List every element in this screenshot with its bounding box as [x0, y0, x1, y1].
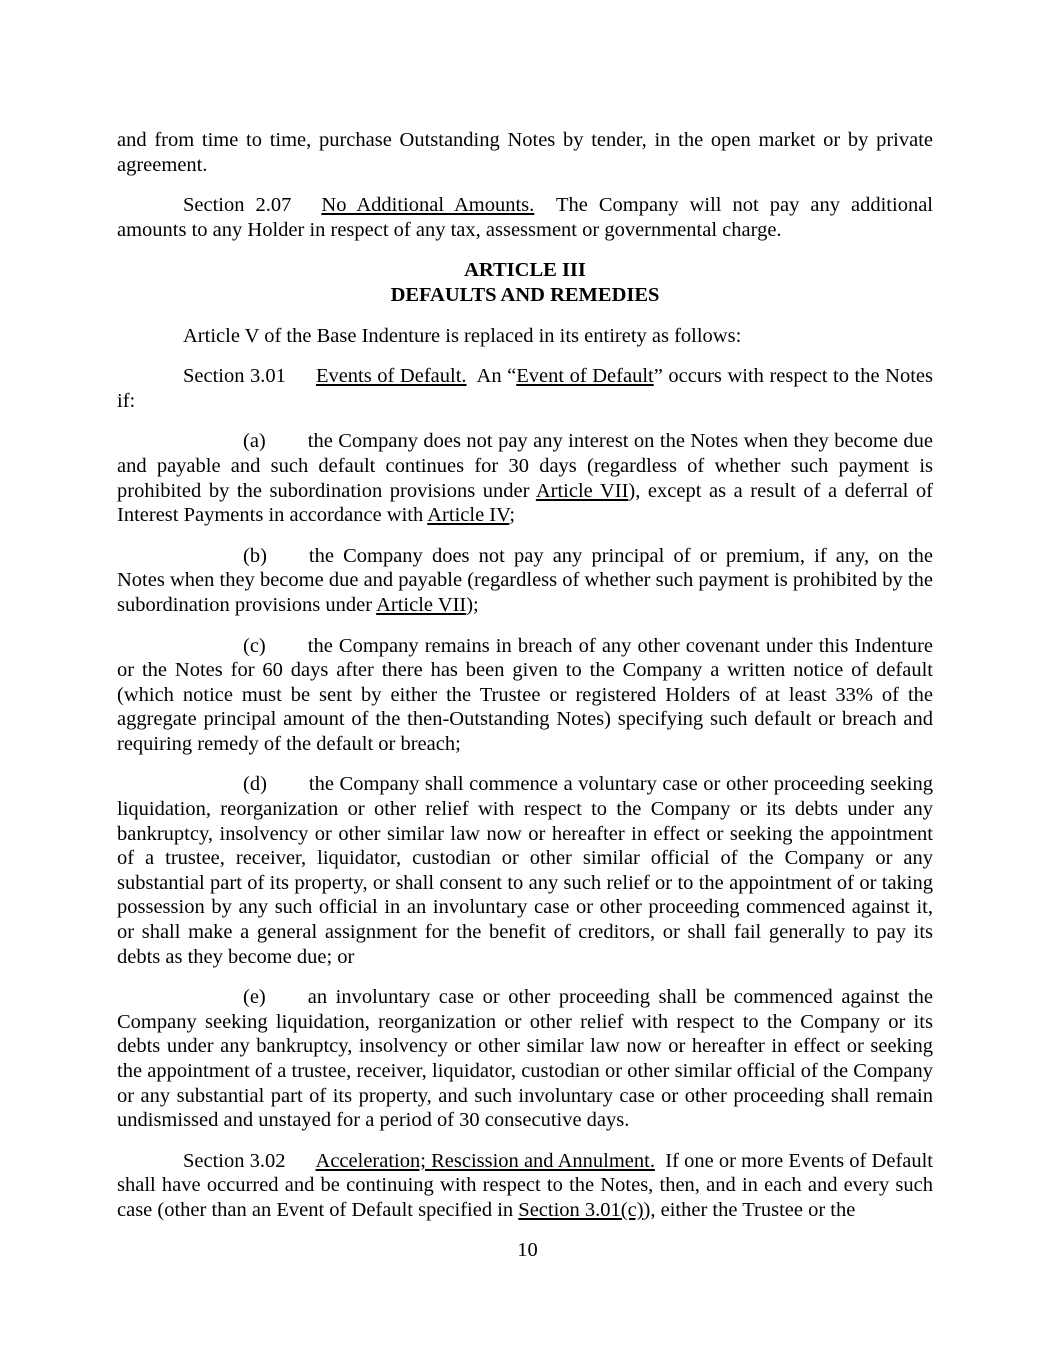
underlined-run: Event of Default — [516, 365, 654, 388]
paragraph-1 — [117, 193, 933, 242]
paragraph-3 — [117, 324, 933, 349]
text-run: the Company does not pay any principal of or premium, if any, on the Notes when they become due and payable (regardless of whether such payment is prohibited by the subordination provisions under — [117, 544, 933, 616]
tab-spacer — [266, 651, 308, 652]
text-run: and from time to time, purchase Outstanding Notes by tender, in the open market or by private agreement. — [117, 129, 933, 176]
paragraph-0 — [117, 128, 933, 177]
article-heading-line: DEFAULTS AND REMEDIES — [390, 283, 660, 306]
text-run: (d) — [243, 773, 267, 796]
text-run: ; — [509, 504, 516, 527]
article-heading — [117, 258, 933, 307]
underlined-run: Article IV — [427, 504, 510, 527]
tab-spacer — [267, 789, 309, 790]
text-run: Article V of the Base Indenture is replaced in its entirety as follows: — [183, 324, 742, 347]
text-run: Section 2.07 — [183, 194, 292, 217]
tab-spacer — [266, 446, 308, 447]
text-run: (e) — [243, 986, 266, 1009]
tab-spacer — [267, 561, 309, 562]
text-run: ” occurs with respect to the Notes if: — [117, 365, 933, 412]
underlined-run: Article VII — [376, 593, 467, 616]
page-number: 10 — [517, 1239, 538, 1261]
text-run: ), except as a result of a deferral of Interest Payments in accordance with — [117, 479, 934, 527]
text-run: the Company shall commence a voluntary case or other proceeding seeking liquidation, reorganization or other relief with respect to the Company or its debts under any bankruptcy, insolvency or other similar law now or hereafter in effect or seeking the appointment of a trustee, receiver, liquidator, custodian or other similar official of the Company or any substantial part of its property, or shall consent to any such relief or to the appointment of or taking possession by any such official in an involuntary case or other proceeding commenced against it, or shall make a general assignment for the benefit of creditors, or shall fail generally to pay its debts as they become due; or — [117, 773, 933, 968]
document-content — [117, 128, 933, 1239]
text-run: an involuntary case or other proceeding shall be commenced against the Company seeking liquidation, reorganization or other relief with respect to the Company or its debts under any bankruptcy, insolvency or other similar law now or hereafter in effect or seeking the appointment of a trustee, receiver, liquidator, custodian or other similar official of the Company or any substantial part of its property, and such involuntary case or other proceeding shall remain undismissed and unstayed for a period of 30 consecutive days. — [117, 986, 933, 1132]
underlined-run: Article VII — [535, 479, 629, 502]
text-run: ), either the Trustee or the — [643, 1198, 856, 1221]
text-run: the Company remains in breach of any other covenant under this Indenture or the Notes for 60 days after there has been given to the Company a written notice of default (which notice must be sent by either the Trustee or registered Holders of at least 33% of the aggregate principal amount of the then-Outstanding Notes) specifying such default or breach and requiring remedy of the default or breach; — [117, 634, 933, 755]
paragraph-7 — [117, 634, 933, 757]
underlined-run: Acceleration; Rescission and Annulment. — [315, 1149, 655, 1172]
text-run: (a) — [243, 430, 266, 453]
text-run: (b) — [243, 544, 267, 567]
paragraph-9 — [117, 985, 933, 1133]
text-run: Section 3.02 — [183, 1149, 286, 1172]
paragraph-4 — [117, 364, 933, 413]
underlined-run: No Additional Amounts. — [321, 194, 535, 217]
text-run: the Company does not pay any interest on the Notes when they become due and payable and such default continues for 30 days (regardless of whether such payment is prohibited by the subordination provisions under — [117, 430, 933, 502]
text-run: If one or more Events of Default shall have occurred and be continuing with respect to the Notes, then, and in each and every such case (other than an Event of Default specified in — [117, 1149, 934, 1221]
paragraph-6 — [117, 544, 933, 618]
tab-spacer — [286, 1166, 316, 1167]
article-heading-line: ARTICLE III — [464, 259, 586, 282]
tab-spacer — [286, 381, 316, 382]
tab-spacer — [266, 1002, 308, 1003]
paragraph-5 — [117, 429, 933, 527]
paragraph-8 — [117, 772, 933, 969]
text-run: (c) — [243, 634, 266, 657]
text-run: ); — [466, 593, 479, 616]
text-run: An “ — [466, 365, 517, 388]
underlined-run: Events of Default. — [315, 365, 467, 388]
tab-spacer — [291, 210, 321, 211]
text-run: The Company will not pay any additional amounts to any Holder in respect of any tax, assessment or governmental charge. — [117, 194, 933, 241]
underlined-run: Section 3.01(c) — [518, 1198, 644, 1221]
text-run: Section 3.01 — [183, 365, 286, 388]
paragraph-10 — [117, 1149, 933, 1223]
